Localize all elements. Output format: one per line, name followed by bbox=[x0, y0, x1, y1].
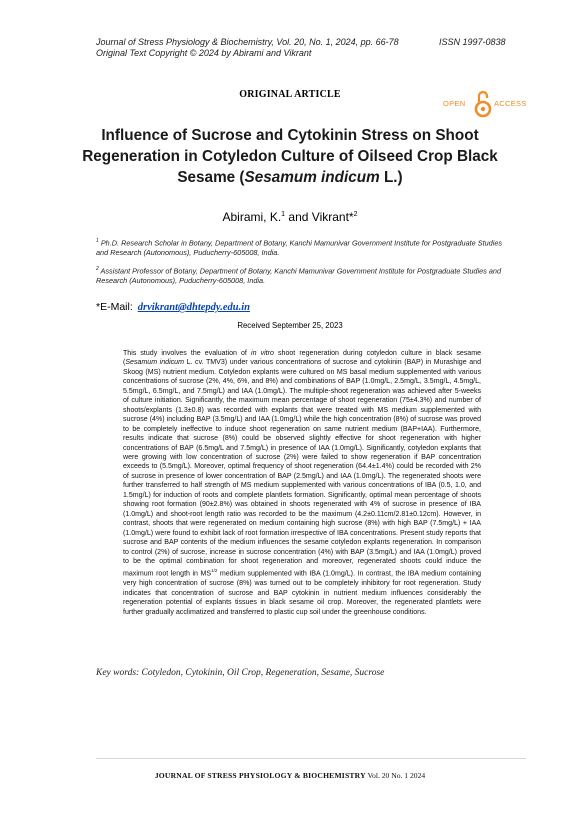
running-header bbox=[96, 37, 526, 59]
title-line-3-end: L.) bbox=[379, 169, 403, 186]
title-line-3-start: Sesame ( bbox=[177, 169, 245, 186]
copyright-line: Original Text Copyright © 2024 by Abirami and Vikrant bbox=[96, 48, 312, 58]
abstract-text-2: shoot regeneration during cotyledon culture in black sesame ( bbox=[123, 350, 481, 367]
open-access-logo bbox=[443, 90, 527, 118]
abstract-sup-half: 1/2 bbox=[211, 568, 218, 574]
author-2: Vikrant* bbox=[311, 210, 354, 224]
author-1: Abirami, K. bbox=[222, 210, 282, 224]
email-link[interactable]: drvikrant@dhtepdy.edu.in bbox=[137, 302, 250, 313]
affiliation-1-mark: 1 bbox=[96, 238, 99, 244]
abstract-text-4: medium supplemented with IBA (1.0mg/L). In contrast, the IBA medium containing very high concentration of sucrose (8%) was turned out to be completely inhibitory for root regeneration. Study indicates that concentration of sucrose and BAP cytokinin in nutrient medium influences considerably the regeneration potential of explants tissues in black sesame oil crop. Moreover, the regenerated plantlets were further gradually acclimatized and transferred to plastic cup soil under the greenhouse conditions. bbox=[123, 570, 481, 616]
abstract bbox=[123, 349, 481, 617]
title-line-2: Regeneration in Cotyledon Culture of Oilseed Crop Black bbox=[82, 148, 498, 165]
paper-title bbox=[60, 125, 520, 188]
article-type: ORIGINAL ARTICLE bbox=[239, 89, 341, 100]
received-date: Received September 25, 2023 bbox=[237, 321, 343, 330]
corresponding-email bbox=[96, 301, 250, 313]
affiliation-2-text: Assistant Professor of Botany, Department of Botany, Kanchi Mamunivar Government Institute for Postgraduate Studies and Research (Autonomous), Puducherry-605008, India. bbox=[96, 266, 501, 286]
title-species-name: Sesamum indicum bbox=[244, 169, 380, 186]
footer-volume: Vol. 20 No. 1 2024 bbox=[365, 771, 426, 780]
journal-citation: Journal of Stress Physiology & Biochemistry, Vol. 20, No. 1, 2024, pp. 66-78 bbox=[96, 37, 399, 47]
abstract-italic-species: Sesamum indicum bbox=[125, 359, 184, 367]
title-line-1: Influence of Sucrose and Cytokinin Stress on Shoot bbox=[101, 127, 479, 144]
footer-journal-name: JOURNAL OF STRESS PHYSIOLOGY & BIOCHEMISTRY bbox=[154, 771, 366, 780]
author-and: and bbox=[285, 210, 312, 224]
open-access-word-open: OPEN bbox=[443, 99, 466, 108]
affiliation-2-mark: 2 bbox=[96, 266, 99, 272]
abstract-text-1: This study involves the evaluation of bbox=[123, 350, 251, 357]
open-access-lock-icon bbox=[474, 90, 492, 118]
author-1-affil: 1 bbox=[281, 211, 286, 218]
title-line-3 bbox=[60, 167, 520, 188]
author-list bbox=[0, 210, 580, 224]
issn: ISSN 1997-0838 bbox=[439, 37, 506, 47]
affiliation-1-text: Ph.D. Research Scholar in Botany, Department of Botany, Kanchi Mamunivar Government Institute for Postgraduate Studies and Research (Autonomous), Puducherry-605008, India. bbox=[96, 238, 503, 258]
footer-divider bbox=[96, 758, 526, 759]
author-2-affil: 2 bbox=[353, 211, 358, 218]
affiliation-1 bbox=[96, 236, 516, 258]
running-footer bbox=[0, 771, 580, 780]
abstract-text-3: L. cv. TMV3) under various concentrations of sucrose and cytokinin (BAP) in Murashige and Skoog (MS) nutrient medium. Cotyledon explants were cultured on MS basal medium supplemented with various concentrations of sucrose (2%, 4%, 6%, and 8%) and combinations of BAP (1.0mg/L, 2.5mg/L, 3.5mg/L, 4.5mg/L, 5.5mg/L, 6.5mg/L, and 7.5mg/L) and IAA (1.0mg/L). The multiple-shoot regeneration was achieved after 5-weeks of culture initiation. Significantly, the maximum mean percentage of shoot regeneration (75±4.3%) and number of shoots/explants (1.3±0.8) was recorded with explants that were treated with MS medium supplemented with sucrose (4%) including BAP (3.5mg/L) and IAA (1.0mg/L) while the high concentration (8%) of sucrose was proved to be completely ineffective to induce shoot regeneration on same nutrient medium (BAP+IAA). Furthermore, results indicate that sucrose (8%) could be observed slightly effective for shoot regeneration with higher concentrations of BAP (6.5mg/L and 7.5mg/L) in presence of IAA (1.0mg/L). Significantly, cotyledon explants that were growing with low concentration of sucrose (2%) were failed to show regeneration if BAP concentration exceeds to (5.5mg/L). Moreover, optimal frequency of shoot regeneration (64.4±1.4%) could be recorded with 2% of sucrose in presence of lower concentration of BAP (2.5mg/L) and IAA (1.0mg/L). The regenerated shoots were further transferred to half strength of MS medium supplemented with various concentrations of IBA (0.5, 1.0, and 1.5mg/L) for induction of roots and complete plantlets formation. Significantly, optimal mean percentage of shoots showing root formation (90±2.8%) was obtained in shoots regenerated with 4% of sucrose in presence of IBA (1.0mg/L) and shoot-root length ratio was recorded to be the maximum (4.2±0.11cm/2.81±0.12cm). However, in contrast, shoots that were regenerated on medium containing high sucrose (8%) with high BAP (7.5mg/L) + IAA (1.0mg/L) were found to exhibit lack of root formation irrespective of IBA concentrations. Present study reports that sucrose and BAP contents of the medium influences the sesame cotyledon explants regeneration. In comparison to control (2%) of sucrose, increase in sucrose concentration (4%) with BAP (3.5mg/L) and IAA (1.0mg/L) proved to be the optimal combination for shoot regeneration and moreover, regenerated shoots could induce the maximum root length in MS bbox=[123, 359, 481, 578]
abstract-paragraph bbox=[123, 349, 481, 617]
abstract-italic-in-vitro: in vitro bbox=[251, 350, 274, 357]
keywords: Key words: Cotyledon, Cytokinin, Oil Crop, Regeneration, Sesame, Sucrose bbox=[96, 668, 385, 678]
email-label: *E-Mail: bbox=[96, 301, 133, 313]
affiliation-2 bbox=[96, 264, 516, 286]
open-access-word-access: ACCESS bbox=[494, 99, 527, 108]
